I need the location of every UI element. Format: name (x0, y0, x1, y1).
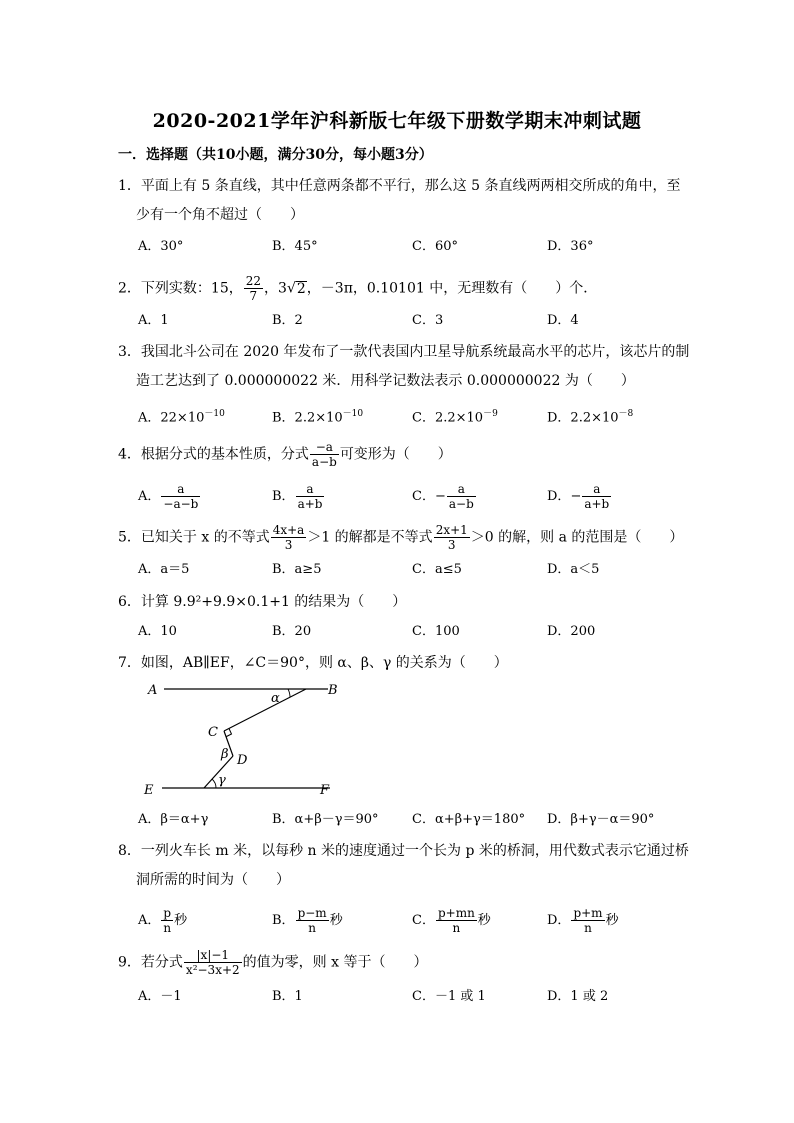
q8-option-c (412, 906, 491, 935)
q5-f2-den: 3 (447, 538, 456, 552)
q5-option-a: A．a＝5 (138, 562, 190, 577)
q8-d-label: D． (547, 913, 571, 928)
q2-suffix: ，－3π，0.10101 中，无理数有（ ）个． (306, 280, 598, 297)
q9-suffix: 的值为零，则 x 等于（ ） (242, 954, 428, 971)
q3-b-base: B．2.2×10 (272, 410, 343, 426)
q8-option-b (272, 906, 343, 935)
q2-option-d: D．4 (547, 313, 579, 328)
q4-option-b (272, 482, 325, 511)
q4-d-num: a (582, 482, 611, 497)
q8-b-num: p−m (297, 906, 327, 920)
q4-d-den: a+b (584, 497, 610, 511)
q3-option-a (138, 404, 225, 428)
q4-b-num: a (296, 482, 325, 497)
q3-stem-line1: 3．我国北斗公司在 2020 年发布了一款代表国内卫星导航系统最高水平的芯片，该芯片的制 (118, 344, 690, 360)
gamma-label: γ (218, 773, 226, 788)
q5-option-d: D．a＜5 (547, 562, 600, 577)
section-heading: 一．选择题（共10小题，满分30分，每小题3分） (118, 147, 433, 163)
q2-frac-num: 22 (245, 274, 262, 288)
q4-b-label: B． (272, 489, 295, 504)
q2-option-b: B．2 (272, 313, 303, 328)
q3-option-d (547, 404, 633, 428)
q5-f1-den: 3 (284, 538, 293, 552)
q8-a-unit: 秒 (174, 913, 188, 928)
q4-frac-num: −a (310, 440, 339, 455)
q1-option-a: A．30° (138, 239, 184, 254)
sqrt-icon: √ (286, 280, 296, 297)
q3-option-c (412, 404, 498, 428)
q9-option-d: D．1 或 2 (547, 989, 609, 1004)
point-c-label: C (208, 725, 218, 740)
q2-frac-den: 7 (249, 289, 258, 303)
q4-prefix: 4．根据分式的基本性质，分式 (118, 446, 309, 463)
q9-option-c: C．－1 或 1 (412, 989, 486, 1004)
q4-c-den: a−b (448, 497, 474, 511)
q9-prefix: 9．若分式 (118, 954, 183, 971)
q5-f2-num: 2x+1 (435, 523, 468, 537)
point-e-label: E (144, 783, 154, 798)
q8-b-unit: 秒 (329, 913, 343, 928)
q8-a-num: p (161, 906, 173, 921)
q1-stem-line2: 少有一个角不超过（ ） (136, 207, 304, 223)
q8-c-num: p+mn (437, 906, 475, 920)
q4-a-num: a (161, 482, 200, 497)
q8-c-unit: 秒 (477, 913, 491, 928)
q9-fraction (184, 948, 242, 977)
q4-option-d (547, 482, 612, 511)
q6-option-b: B．20 (272, 624, 312, 639)
alpha-arc (288, 689, 290, 697)
q2-sqrt-radicand: 2 (296, 280, 306, 297)
point-a-label: A (148, 683, 158, 698)
q5-suffix: ＞0 的解，则 a 的范围是（ ） (470, 529, 684, 546)
q2-option-c: C．3 (412, 313, 444, 328)
q1-option-d: D．36° (547, 239, 594, 254)
q5-f1-num: 4x+a (272, 523, 305, 537)
q5-mid: ＞1 的解都是不等式 (307, 529, 433, 546)
q5-option-c: C．a≤5 (412, 562, 462, 577)
q4-option-c (412, 482, 477, 511)
q3-c-exp: －9 (483, 409, 498, 419)
point-b-label: B (328, 683, 338, 698)
q8-d-frac (571, 906, 604, 935)
q3-option-b (272, 404, 363, 428)
segment-bc (224, 689, 306, 731)
q9-option-b: B．1 (272, 989, 303, 1004)
q8-option-a (138, 906, 187, 935)
q8-b-frac (296, 906, 329, 935)
q8-d-unit: 秒 (605, 913, 619, 928)
q8-a-den: n (163, 921, 172, 935)
q4-fraction (310, 440, 339, 469)
q8-option-d (547, 906, 619, 935)
q3-stem-line2: 造工艺达到了 0.000000022 米．用科学记数法表示 0.000000022 为（ ） (136, 373, 635, 389)
q3-c-base: C．2.2×10 (412, 410, 484, 426)
beta-label: β (221, 747, 229, 762)
q6-option-c: C．100 (412, 624, 460, 639)
q2-prefix: 2．下列实数：15， (118, 280, 243, 297)
q9-stem (118, 948, 427, 977)
page-title: 2020-2021学年沪科新版七年级下册数学期末冲刺试题 (152, 110, 642, 132)
q4-c-sign: − (434, 489, 446, 504)
q5-fraction-2 (434, 523, 470, 552)
q7-option-b: B．α+β－γ＝90° (272, 812, 379, 827)
q4-stem (118, 440, 452, 469)
q3-a-exp: －10 (204, 409, 225, 419)
q6-option-d: D．200 (547, 624, 596, 639)
gamma-arc (212, 779, 216, 788)
q8-b-label: B． (272, 913, 295, 928)
q4-c-frac (447, 482, 476, 511)
q5-option-b: B．a≥5 (272, 562, 322, 577)
q8-c-den: n (452, 921, 461, 935)
alpha-label: α (271, 691, 280, 706)
q1-option-c: C．60° (412, 239, 458, 254)
q9-frac-den: x²−3x+2 (185, 963, 240, 977)
point-f-label: F (320, 783, 330, 798)
q8-d-num: p+m (573, 906, 603, 920)
q6-option-a: A．10 (138, 624, 177, 639)
q9-frac-num: |x|−1 (184, 948, 242, 963)
q8-c-frac (436, 906, 477, 935)
q4-a-label: A． (138, 489, 161, 504)
q3-b-exp: －10 (342, 409, 364, 419)
q7-option-a: A．β＝α+γ (138, 812, 209, 827)
q5-fraction-1 (271, 523, 307, 552)
q4-option-a (138, 482, 201, 511)
q7-figure (138, 680, 348, 805)
q1-option-b: B．45° (272, 239, 318, 254)
q4-a-den: −a−b (163, 497, 199, 511)
q2-option-a: A．1 (138, 313, 169, 328)
q6-stem: 6．计算 9.9²+9.9×0.1+1 的结果为（ ） (118, 594, 407, 610)
q2-stem (118, 274, 597, 303)
point-d-label: D (237, 753, 248, 768)
q2-fraction (244, 274, 263, 303)
q4-c-label: C． (412, 489, 435, 504)
q3-d-exp: －8 (618, 409, 634, 419)
q7-option-d: D．β+γ－α＝90° (547, 812, 655, 827)
q8-a-label: A． (138, 913, 161, 928)
q4-d-label: D． (547, 489, 571, 504)
q5-stem (118, 523, 683, 552)
q9-option-a: A．－1 (138, 989, 182, 1004)
q4-b-frac (296, 482, 325, 511)
q4-suffix: 可变形为（ ） (339, 446, 452, 463)
q8-b-den: n (308, 921, 316, 935)
q8-d-den: n (584, 921, 592, 935)
q3-a-base: A．22×10 (138, 410, 205, 426)
q7-option-c: C．α+β+γ＝180° (412, 812, 526, 827)
q4-c-num: a (447, 482, 476, 497)
q2-mid: ，3 (264, 280, 287, 297)
q5-prefix: 5．已知关于 x 的不等式 (118, 529, 270, 546)
q8-stem-line1: 8．一列火车长 m 米，以每秒 n 米的速度通过一个长为 p 米的桥洞，用代数式表示它通过桥 (118, 843, 689, 859)
q7-stem: 7．如图，AB∥EF，∠C＝90°，则 α、β、γ 的关系为（ ） (118, 655, 508, 671)
q8-c-label: C． (412, 913, 435, 928)
q1-stem-line1: 1．平面上有 5 条直线，其中任意两条都不平行，那么这 5 条直线两两相交所成的角中，至 (118, 178, 681, 194)
q4-a-frac (161, 482, 200, 511)
q8-stem-line2: 洞所需的时间为（ ） (136, 872, 290, 888)
q3-d-base: D．2.2×10 (547, 410, 619, 426)
q4-b-den: a+b (297, 497, 323, 511)
q4-d-frac (582, 482, 611, 511)
q4-frac-den: a−b (311, 455, 337, 469)
q8-a-frac (161, 906, 173, 935)
q4-d-sign: − (570, 489, 582, 504)
